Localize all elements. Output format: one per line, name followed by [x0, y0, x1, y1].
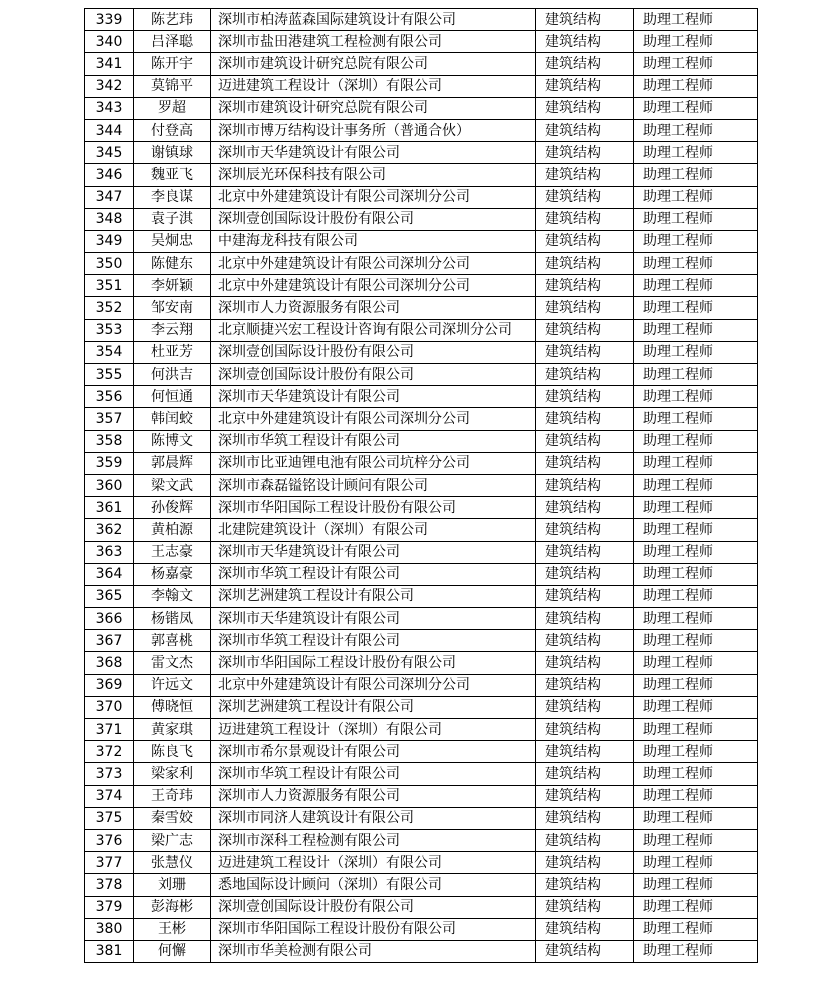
specialty-cell: 建筑结构	[536, 763, 634, 785]
row-number-cell: 355	[85, 364, 134, 386]
person-name-cell: 李云翔	[134, 319, 211, 341]
row-number-cell: 356	[85, 386, 134, 408]
specialty-cell: 建筑结构	[536, 652, 634, 674]
table-row	[85, 874, 758, 896]
row-number-cell: 363	[85, 541, 134, 563]
company-name-cell: 深圳艺洲建筑工程设计有限公司	[211, 585, 536, 607]
table-row	[85, 541, 758, 563]
person-name-cell: 罗超	[134, 97, 211, 119]
row-number-cell: 379	[85, 896, 134, 918]
person-name-cell: 陈健东	[134, 253, 211, 275]
table-row	[85, 741, 758, 763]
qualification-title-cell: 助理工程师	[634, 763, 758, 785]
specialty-cell: 建筑结构	[536, 319, 634, 341]
row-number-cell: 353	[85, 319, 134, 341]
company-name-cell: 深圳市希尔景观设计有限公司	[211, 741, 536, 763]
qualification-title-cell: 助理工程师	[634, 253, 758, 275]
row-number-cell: 348	[85, 208, 134, 230]
person-name-cell: 郭晨辉	[134, 452, 211, 474]
table-row	[85, 563, 758, 585]
specialty-cell: 建筑结构	[536, 119, 634, 141]
table-row	[85, 519, 758, 541]
specialty-cell: 建筑结构	[536, 275, 634, 297]
table-row	[85, 297, 758, 319]
row-number-cell: 354	[85, 341, 134, 363]
person-name-cell: 何洪吉	[134, 364, 211, 386]
table-row	[85, 9, 758, 31]
specialty-cell: 建筑结构	[536, 430, 634, 452]
row-number-cell: 349	[85, 230, 134, 252]
row-number-cell: 368	[85, 652, 134, 674]
row-number-cell: 350	[85, 253, 134, 275]
table-row	[85, 386, 758, 408]
company-name-cell: 深圳市森磊镒铭设计顾问有限公司	[211, 474, 536, 496]
specialty-cell: 建筑结构	[536, 53, 634, 75]
qualification-title-cell: 助理工程师	[634, 341, 758, 363]
company-name-cell: 深圳市华阳国际工程设计股份有限公司	[211, 652, 536, 674]
person-name-cell: 刘珊	[134, 874, 211, 896]
person-name-cell: 王志豪	[134, 541, 211, 563]
specialty-cell: 建筑结构	[536, 852, 634, 874]
specialty-cell: 建筑结构	[536, 474, 634, 496]
company-name-cell: 深圳艺洲建筑工程设计有限公司	[211, 696, 536, 718]
person-name-cell: 陈艺玮	[134, 9, 211, 31]
person-name-cell: 杜亚芳	[134, 341, 211, 363]
table-row	[85, 230, 758, 252]
row-number-cell: 346	[85, 164, 134, 186]
person-name-cell: 付登高	[134, 119, 211, 141]
table-row	[85, 319, 758, 341]
specialty-cell: 建筑结构	[536, 408, 634, 430]
table-row	[85, 452, 758, 474]
person-name-cell: 谢镇球	[134, 142, 211, 164]
table-row	[85, 53, 758, 75]
table-row	[85, 142, 758, 164]
row-number-cell: 378	[85, 874, 134, 896]
company-name-cell: 深圳市天华建筑设计有限公司	[211, 541, 536, 563]
row-number-cell: 375	[85, 807, 134, 829]
table-row	[85, 696, 758, 718]
qualification-title-cell: 助理工程师	[634, 119, 758, 141]
person-name-cell: 梁广志	[134, 829, 211, 851]
table-row	[85, 474, 758, 496]
company-name-cell: 北京中外建建筑设计有限公司深圳分公司	[211, 253, 536, 275]
qualification-title-cell: 助理工程师	[634, 386, 758, 408]
person-name-cell: 莫锦平	[134, 75, 211, 97]
person-name-cell: 杨锴凤	[134, 608, 211, 630]
person-name-cell: 陈良飞	[134, 741, 211, 763]
person-name-cell: 王彬	[134, 918, 211, 940]
table-row	[85, 608, 758, 630]
table-row	[85, 674, 758, 696]
qualification-title-cell: 助理工程师	[634, 230, 758, 252]
qualification-title-cell: 助理工程师	[634, 608, 758, 630]
qualification-title-cell: 助理工程师	[634, 297, 758, 319]
company-name-cell: 深圳市华筑工程设计有限公司	[211, 763, 536, 785]
person-name-cell: 孙俊辉	[134, 497, 211, 519]
qualification-title-cell: 助理工程师	[634, 75, 758, 97]
qualification-title-cell: 助理工程师	[634, 785, 758, 807]
table-row	[85, 585, 758, 607]
row-number-cell: 359	[85, 452, 134, 474]
specialty-cell: 建筑结构	[536, 719, 634, 741]
specialty-cell: 建筑结构	[536, 386, 634, 408]
specialty-cell: 建筑结构	[536, 142, 634, 164]
company-name-cell: 深圳市天华建筑设计有限公司	[211, 608, 536, 630]
person-name-cell: 傅晓恒	[134, 696, 211, 718]
person-name-cell: 邹安南	[134, 297, 211, 319]
table-row	[85, 497, 758, 519]
company-name-cell: 深圳市盐田港建筑工程检测有限公司	[211, 31, 536, 53]
qualification-title-cell: 助理工程师	[634, 630, 758, 652]
qualification-title-cell: 助理工程师	[634, 474, 758, 496]
roster-table	[84, 8, 758, 963]
table-row	[85, 164, 758, 186]
specialty-cell: 建筑结构	[536, 297, 634, 319]
row-number-cell: 370	[85, 696, 134, 718]
row-number-cell: 344	[85, 119, 134, 141]
qualification-title-cell: 助理工程师	[634, 896, 758, 918]
company-name-cell: 深圳市比亚迪锂电池有限公司坑梓分公司	[211, 452, 536, 474]
specialty-cell: 建筑结构	[536, 519, 634, 541]
person-name-cell: 张慧仪	[134, 852, 211, 874]
table-row	[85, 275, 758, 297]
qualification-title-cell: 助理工程师	[634, 563, 758, 585]
row-number-cell: 339	[85, 9, 134, 31]
row-number-cell: 351	[85, 275, 134, 297]
company-name-cell: 深圳市同济人建筑设计有限公司	[211, 807, 536, 829]
qualification-title-cell: 助理工程师	[634, 53, 758, 75]
specialty-cell: 建筑结构	[536, 208, 634, 230]
qualification-title-cell: 助理工程师	[634, 874, 758, 896]
company-name-cell: 深圳壹创国际设计股份有限公司	[211, 364, 536, 386]
company-name-cell: 悉地国际设计顾问（深圳）有限公司	[211, 874, 536, 896]
specialty-cell: 建筑结构	[536, 31, 634, 53]
person-name-cell: 杨嘉豪	[134, 563, 211, 585]
specialty-cell: 建筑结构	[536, 364, 634, 386]
table-row	[85, 652, 758, 674]
qualification-title-cell: 助理工程师	[634, 696, 758, 718]
table-row	[85, 763, 758, 785]
row-number-cell: 366	[85, 608, 134, 630]
table-row	[85, 341, 758, 363]
qualification-title-cell: 助理工程师	[634, 519, 758, 541]
person-name-cell: 黄柏源	[134, 519, 211, 541]
qualification-title-cell: 助理工程师	[634, 585, 758, 607]
row-number-cell: 343	[85, 97, 134, 119]
specialty-cell: 建筑结构	[536, 186, 634, 208]
row-number-cell: 341	[85, 53, 134, 75]
specialty-cell: 建筑结构	[536, 785, 634, 807]
qualification-title-cell: 助理工程师	[634, 852, 758, 874]
row-number-cell: 358	[85, 430, 134, 452]
specialty-cell: 建筑结构	[536, 896, 634, 918]
qualification-title-cell: 助理工程师	[634, 31, 758, 53]
company-name-cell: 北京中外建建筑设计有限公司深圳分公司	[211, 275, 536, 297]
row-number-cell: 371	[85, 719, 134, 741]
person-name-cell: 李良谋	[134, 186, 211, 208]
specialty-cell: 建筑结构	[536, 341, 634, 363]
company-name-cell: 迈进建筑工程设计（深圳）有限公司	[211, 75, 536, 97]
specialty-cell: 建筑结构	[536, 253, 634, 275]
person-name-cell: 梁文武	[134, 474, 211, 496]
table-row	[85, 829, 758, 851]
qualification-title-cell: 助理工程师	[634, 940, 758, 962]
specialty-cell: 建筑结构	[536, 497, 634, 519]
company-name-cell: 深圳市天华建筑设计有限公司	[211, 386, 536, 408]
table-row	[85, 253, 758, 275]
specialty-cell: 建筑结构	[536, 608, 634, 630]
table-row	[85, 75, 758, 97]
row-number-cell: 380	[85, 918, 134, 940]
table-row	[85, 896, 758, 918]
company-name-cell: 深圳市天华建筑设计有限公司	[211, 142, 536, 164]
row-number-cell: 361	[85, 497, 134, 519]
company-name-cell: 深圳市人力资源服务有限公司	[211, 785, 536, 807]
roster-body	[85, 9, 758, 963]
person-name-cell: 梁家利	[134, 763, 211, 785]
specialty-cell: 建筑结构	[536, 585, 634, 607]
specialty-cell: 建筑结构	[536, 9, 634, 31]
table-row	[85, 208, 758, 230]
qualification-title-cell: 助理工程师	[634, 741, 758, 763]
specialty-cell: 建筑结构	[536, 918, 634, 940]
table-row	[85, 430, 758, 452]
person-name-cell: 陈博文	[134, 430, 211, 452]
company-name-cell: 深圳市人力资源服务有限公司	[211, 297, 536, 319]
row-number-cell: 372	[85, 741, 134, 763]
qualification-title-cell: 助理工程师	[634, 807, 758, 829]
company-name-cell: 深圳壹创国际设计股份有限公司	[211, 896, 536, 918]
company-name-cell: 深圳市华筑工程设计有限公司	[211, 630, 536, 652]
qualification-title-cell: 助理工程师	[634, 275, 758, 297]
company-name-cell: 深圳市华筑工程设计有限公司	[211, 430, 536, 452]
qualification-title-cell: 助理工程师	[634, 430, 758, 452]
person-name-cell: 吴炯忠	[134, 230, 211, 252]
qualification-title-cell: 助理工程师	[634, 541, 758, 563]
table-row	[85, 630, 758, 652]
specialty-cell: 建筑结构	[536, 75, 634, 97]
company-name-cell: 北京中外建建筑设计有限公司深圳分公司	[211, 674, 536, 696]
company-name-cell: 深圳市建筑设计研究总院有限公司	[211, 53, 536, 75]
table-row	[85, 940, 758, 962]
table-row	[85, 785, 758, 807]
qualification-title-cell: 助理工程师	[634, 408, 758, 430]
specialty-cell: 建筑结构	[536, 563, 634, 585]
specialty-cell: 建筑结构	[536, 674, 634, 696]
row-number-cell: 362	[85, 519, 134, 541]
specialty-cell: 建筑结构	[536, 164, 634, 186]
person-name-cell: 何懈	[134, 940, 211, 962]
person-name-cell: 王奇玮	[134, 785, 211, 807]
specialty-cell: 建筑结构	[536, 829, 634, 851]
qualification-title-cell: 助理工程师	[634, 97, 758, 119]
person-name-cell: 魏亚飞	[134, 164, 211, 186]
person-name-cell: 许远文	[134, 674, 211, 696]
table-row	[85, 31, 758, 53]
person-name-cell: 郭喜桃	[134, 630, 211, 652]
person-name-cell: 李妍颖	[134, 275, 211, 297]
qualification-title-cell: 助理工程师	[634, 652, 758, 674]
company-name-cell: 深圳辰光环保科技有限公司	[211, 164, 536, 186]
row-number-cell: 357	[85, 408, 134, 430]
company-name-cell: 深圳市华阳国际工程设计股份有限公司	[211, 918, 536, 940]
qualification-title-cell: 助理工程师	[634, 142, 758, 164]
row-number-cell: 360	[85, 474, 134, 496]
row-number-cell: 365	[85, 585, 134, 607]
row-number-cell: 373	[85, 763, 134, 785]
qualification-title-cell: 助理工程师	[634, 918, 758, 940]
company-name-cell: 北建院建筑设计（深圳）有限公司	[211, 519, 536, 541]
company-name-cell: 深圳市华筑工程设计有限公司	[211, 563, 536, 585]
row-number-cell: 345	[85, 142, 134, 164]
qualification-title-cell: 助理工程师	[634, 319, 758, 341]
company-name-cell: 迈进建筑工程设计（深圳）有限公司	[211, 852, 536, 874]
specialty-cell: 建筑结构	[536, 940, 634, 962]
qualification-title-cell: 助理工程师	[634, 364, 758, 386]
company-name-cell: 深圳市深科工程检测有限公司	[211, 829, 536, 851]
row-number-cell: 352	[85, 297, 134, 319]
specialty-cell: 建筑结构	[536, 741, 634, 763]
company-name-cell: 深圳市华阳国际工程设计股份有限公司	[211, 497, 536, 519]
specialty-cell: 建筑结构	[536, 696, 634, 718]
row-number-cell: 342	[85, 75, 134, 97]
company-name-cell: 深圳市博万结构设计事务所（普通合伙）	[211, 119, 536, 141]
company-name-cell: 深圳壹创国际设计股份有限公司	[211, 341, 536, 363]
table-row	[85, 918, 758, 940]
table-row	[85, 852, 758, 874]
specialty-cell: 建筑结构	[536, 452, 634, 474]
table-row	[85, 408, 758, 430]
person-name-cell: 秦雪姣	[134, 807, 211, 829]
company-name-cell: 北京中外建建筑设计有限公司深圳分公司	[211, 408, 536, 430]
company-name-cell: 迈进建筑工程设计（深圳）有限公司	[211, 719, 536, 741]
specialty-cell: 建筑结构	[536, 97, 634, 119]
person-name-cell: 袁子淇	[134, 208, 211, 230]
qualification-title-cell: 助理工程师	[634, 186, 758, 208]
company-name-cell: 深圳市建筑设计研究总院有限公司	[211, 97, 536, 119]
specialty-cell: 建筑结构	[536, 541, 634, 563]
row-number-cell: 367	[85, 630, 134, 652]
row-number-cell: 347	[85, 186, 134, 208]
qualification-title-cell: 助理工程师	[634, 208, 758, 230]
company-name-cell: 北京中外建建筑设计有限公司深圳分公司	[211, 186, 536, 208]
qualification-title-cell: 助理工程师	[634, 719, 758, 741]
person-name-cell: 陈开宇	[134, 53, 211, 75]
table-row	[85, 364, 758, 386]
row-number-cell: 364	[85, 563, 134, 585]
person-name-cell: 彭海彬	[134, 896, 211, 918]
person-name-cell: 韩闰蛟	[134, 408, 211, 430]
company-name-cell: 深圳壹创国际设计股份有限公司	[211, 208, 536, 230]
specialty-cell: 建筑结构	[536, 807, 634, 829]
qualification-title-cell: 助理工程师	[634, 829, 758, 851]
person-name-cell: 雷文杰	[134, 652, 211, 674]
company-name-cell: 深圳市柏涛蓝森国际建筑设计有限公司	[211, 9, 536, 31]
table-row	[85, 719, 758, 741]
row-number-cell: 377	[85, 852, 134, 874]
table-row	[85, 119, 758, 141]
person-name-cell: 黄家琪	[134, 719, 211, 741]
company-name-cell: 北京顺捷兴宏工程设计咨询有限公司深圳分公司	[211, 319, 536, 341]
specialty-cell: 建筑结构	[536, 230, 634, 252]
table-row	[85, 97, 758, 119]
table-row	[85, 807, 758, 829]
table-row	[85, 186, 758, 208]
company-name-cell: 深圳市华美检测有限公司	[211, 940, 536, 962]
qualification-title-cell: 助理工程师	[634, 9, 758, 31]
qualification-title-cell: 助理工程师	[634, 674, 758, 696]
company-name-cell: 中建海龙科技有限公司	[211, 230, 536, 252]
person-name-cell: 何恒通	[134, 386, 211, 408]
row-number-cell: 381	[85, 940, 134, 962]
row-number-cell: 340	[85, 31, 134, 53]
person-name-cell: 吕泽聪	[134, 31, 211, 53]
person-name-cell: 李翰文	[134, 585, 211, 607]
specialty-cell: 建筑结构	[536, 630, 634, 652]
specialty-cell: 建筑结构	[536, 874, 634, 896]
qualification-title-cell: 助理工程师	[634, 164, 758, 186]
row-number-cell: 369	[85, 674, 134, 696]
row-number-cell: 376	[85, 829, 134, 851]
qualification-title-cell: 助理工程师	[634, 497, 758, 519]
row-number-cell: 374	[85, 785, 134, 807]
qualification-title-cell: 助理工程师	[634, 452, 758, 474]
